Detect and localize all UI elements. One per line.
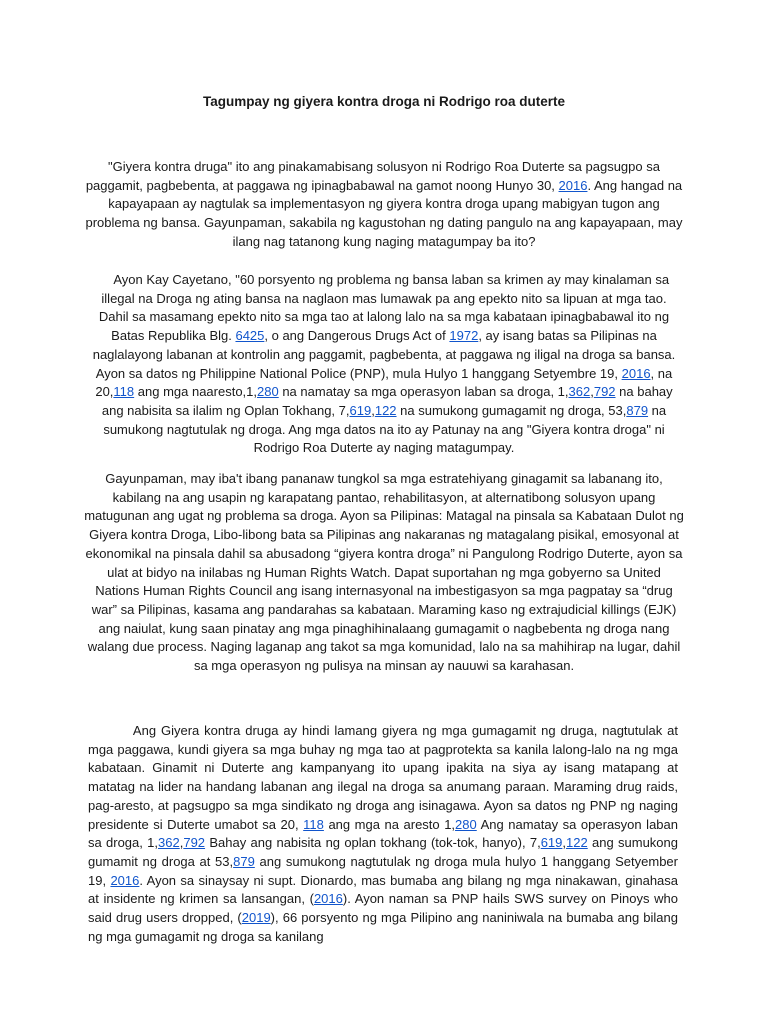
reference-link[interactable]: 6425 bbox=[235, 328, 265, 344]
reference-link[interactable]: 2016 bbox=[110, 872, 140, 888]
paragraph-conclusion: Ang Giyera kontra druga ay hindi lamang giyera ng mga gumagamit ng druga, nagtutulak at mga paggawa, kundi giyera sa mga buhay ng mga tao at pagprotekta sa kanila lalong-lalo na ng mga kabataan. Ginamit ni Duterte ang kampanyang ito upang ipakita na siya ay isang matapang at matatag na lider na handang labanan ang ilegal na droga sa anumang paraan. Maraming drug raids, pag-aresto, at pagsugpo sa mga sindikato ng droga ang isinagawa. Ayon sa datos ng PNP ng naging presidente si Duterte umabot sa 20, 118 ang mga na aresto 1,280 Ang namatay sa operasyon laban sa droga, 1,362,792 Bahay ang nabisita ng oplan tokhang (tok-tok, hanyo), 7,619,122 ang sumukong gumamit ng droga at 53,879 ang sumukong nagtutulak ng droga mula hulyo 1 hanggang Setyember 19, 2016. Ayon sa sinaysay ni supt. Dionardo, mas bumaba ang bilang ng mga ninakawan, ginahasa at insidente ng krimen sa lansangan, (2016). Ayon naman sa PNP hails SWS survey on Pinoys who said drug users dropped, (2019), 66 porsyento ng mga Pilipino ang naniniwala na bumaba ang bilang ng mga gumagamit ng droga sa kanilang bbox=[88, 723, 679, 944]
reference-link[interactable]: 2019 bbox=[241, 910, 271, 926]
paragraph-intro: "Giyera kontra druga" ito ang pinakamabisang solusyon ni Rodrigo Roa Duterte sa pagsugpo sa paggamit, pagbebenta, at paggawa ng ipinagbabawal na gamot noong Hunyo 30, 2016. Ang hangad na kapayapaan ay nagtulak sa implementasyon ng giyera kontra droga upang mabigyan tugon ang problema ng bansa. Gayunpaman, sakabila ng kagustohan ng dating pangulo na ang kapayapaan, may ilang nag tatanong kung naging matagumpay ba ito? bbox=[85, 159, 683, 249]
reference-link[interactable]: 118 bbox=[113, 384, 135, 400]
reference-link[interactable]: 792 bbox=[593, 384, 616, 400]
reference-link[interactable]: 122 bbox=[374, 402, 397, 418]
reference-link[interactable]: 362 bbox=[568, 384, 591, 400]
reference-link[interactable]: 2016 bbox=[313, 891, 343, 907]
reference-link[interactable]: 792 bbox=[183, 835, 206, 851]
reference-link[interactable]: 118 bbox=[303, 816, 324, 832]
reference-link[interactable]: 122 bbox=[566, 835, 588, 851]
reference-link[interactable]: 879 bbox=[233, 853, 255, 869]
reference-link[interactable]: 619 bbox=[349, 402, 372, 418]
reference-link[interactable]: 2016 bbox=[558, 177, 588, 193]
reference-link[interactable]: 280 bbox=[455, 816, 477, 832]
paragraph-human-rights: Gayunpaman, may iba't ibang pananaw tungkol sa mga estratehiyang ginagamit sa labanang ito, kabilang na ang usapin ng karapatang pantao, rehabilitasyon, at alternatibong solusyon upang matugunan ang ugat ng problema sa droga. Ayon sa Pilipinas: Matagal na pinsala sa Kabataan Dulot ng Giyera kontra Droga, Libo-libong bata sa Pilipinas ang nakaranas ng matagalang pisikal, emosyonal at ekonomikal na pinsala dahil sa abusadong “giyera kontra droga” ni Pangulong Rodrigo Duterte, ayon sa ulat at bidyo na inilabas ng Human Rights Watch. Dapat suportahan ng mga gobyerno sa United Nations Human Rights Council ang isang internasyonal na imbestigasyon sa mga pagpatay sa “drug war” sa Pilipinas, kasama ang pandarahas sa kabataan. Maraming kaso ng extrajudicial killings (EJK) ang naiulat, kung saan pinatay ang mga pinaghihinalaang gumagamit o nagbebenta ng droga nang walang due process. Naging laganap ang takot sa mga komunidad, lalo na sa mahihirap na lugar, dahil sa mga operasyon ng pulisya na minsan ay nauuwi sa karahasan. bbox=[84, 471, 684, 674]
reference-link[interactable]: 879 bbox=[626, 402, 649, 418]
reference-link[interactable]: 1972 bbox=[449, 328, 479, 344]
reference-link[interactable]: 2016 bbox=[621, 365, 651, 381]
paragraph-statistics: Ayon Kay Cayetano, "60 porsyento ng problema ng bansa laban sa krimen ay may kinalaman sa illegal na Droga ng ating bansa na naglaon mas lumawak pa ang epekto nito sa lipuan at mga tao. Dahil sa masamang epekto nito sa mga tao at lalong lalo na sa mga kabataan ipinagbabawal ito ng Batas Republika Blg. 6425, o ang Dangerous Drugs Act of 1972, ay isang batas sa Pilipinas na naglalayong labanan at kontrolin ang paggamit, pagbebenta, at paggawa ng iligal na droga sa bansa. Ayon sa datos ng Philippine National Police (PNP), mula Hulyo 1 hanggang Setyembre 19, 2016, na 20,118 ang mga naaresto,1,280 na namatay sa mga operasyon laban sa droga, 1,362,792 na bahay ang nabisita sa ilalim ng Oplan Tokhang, 7,619,122 na sumukong gumagamit ng droga, 53,879 na sumukong nagtutulak ng droga. Ang mga datos na ito ay Patunay na ang "Giyera kontra droga" ni Rodrigo Roa Duterte ay naging matagumpay. bbox=[92, 272, 676, 456]
reference-link[interactable]: 619 bbox=[540, 835, 563, 851]
reference-link[interactable]: 362 bbox=[158, 835, 180, 851]
reference-link[interactable]: 280 bbox=[257, 384, 279, 400]
document-title: Tagumpay ng giyera kontra droga ni Rodrigo roa duterte bbox=[202, 94, 566, 109]
